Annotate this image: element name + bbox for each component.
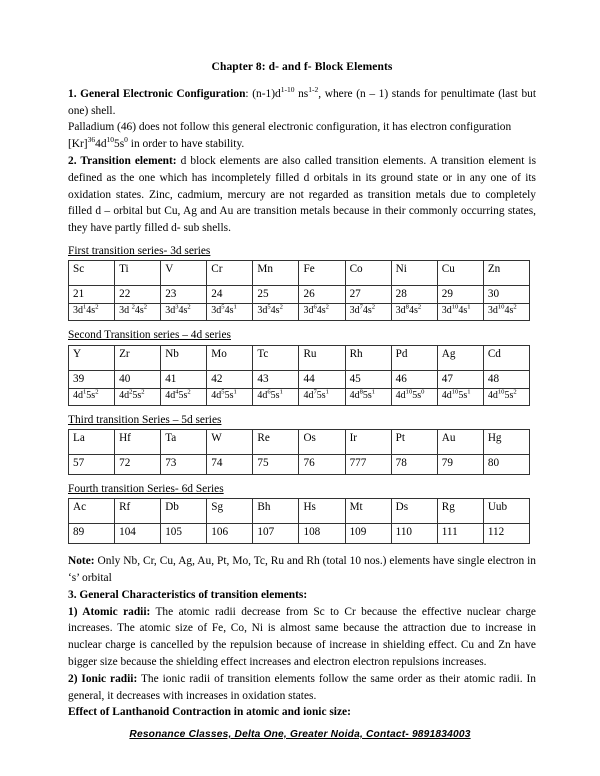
general-config-sup-s: 1-2 bbox=[308, 85, 319, 95]
table-cell-atomic-number: 42 bbox=[207, 370, 253, 388]
transition-element-heading: 2. Transition element: bbox=[68, 155, 177, 167]
table-cell-atomic-number: 39 bbox=[69, 370, 115, 388]
table-cell-atomic-number: 57 bbox=[69, 455, 115, 475]
table-row-symbols bbox=[69, 261, 530, 286]
table-cell-atomic-number: 110 bbox=[391, 524, 437, 544]
table-block-0 bbox=[68, 237, 536, 321]
table-cell-symbol: Db bbox=[161, 499, 207, 524]
palladium-line-1: Palladium (46) does not follow this general electronic configuration, it has electron configuration bbox=[68, 121, 512, 134]
tables-region bbox=[68, 237, 536, 545]
table-cell-configuration: $4d^65s^1$ bbox=[253, 388, 299, 405]
table-first-transition-series bbox=[68, 260, 530, 321]
paragraph-atomic-radii bbox=[68, 604, 536, 671]
transition-element-body: d block elements are also called transition elements. A transition element is defined as the one which has incompletely filled d orbitals in its ground state or in any one of its oxidation states. Zinc, cadmium, mercury are not regarded as transition metals due to completely filled d – orbital but Cu, Ag and Au are transition metals because in their commonly occurring states, they have partly filled d- sub shells. bbox=[68, 155, 537, 235]
table-cell-symbol: Mn bbox=[253, 261, 299, 286]
table-cell-symbol: Rg bbox=[437, 499, 483, 524]
table-cell-configuration: $4d^85s^1$ bbox=[345, 388, 391, 405]
table-cell-configuration: $3d^54s^1$ bbox=[207, 304, 253, 321]
table-cell-symbol: Sc bbox=[69, 261, 115, 286]
table-cell-atomic-number: 73 bbox=[161, 455, 207, 475]
table-caption-second-series: Second Transition series – 4d series bbox=[68, 329, 231, 342]
table-cell-configuration: $3d^84s^2$ bbox=[391, 304, 437, 321]
table-cell-atomic-number: 777 bbox=[345, 455, 391, 475]
paragraph-characteristics-heading bbox=[68, 587, 536, 604]
table-caption-first-series: First transition series- 3d series bbox=[68, 244, 211, 257]
table-cell-atomic-number: 89 bbox=[69, 524, 115, 544]
table-cell-atomic-number: 72 bbox=[115, 455, 161, 475]
table-cell-atomic-number: 26 bbox=[299, 286, 345, 304]
table-cell-symbol: Os bbox=[299, 430, 345, 455]
general-config-mid: ns bbox=[294, 87, 309, 100]
table-cell-symbol: Ag bbox=[437, 345, 483, 370]
table-cell-symbol: Ds bbox=[391, 499, 437, 524]
table-fourth-transition-series bbox=[68, 498, 530, 544]
table-cell-atomic-number: 45 bbox=[345, 370, 391, 388]
table-row-atomic-numbers bbox=[69, 455, 530, 475]
page-title: Chapter 8: d- and f- Block Elements bbox=[211, 61, 393, 73]
table-cell-configuration: $3d^34s^2$ bbox=[161, 304, 207, 321]
table-caption-fourth-series: Fourth transition Series- 6d Series bbox=[68, 483, 224, 495]
table-cell-atomic-number: 106 bbox=[207, 524, 253, 544]
table-cell-atomic-number: 46 bbox=[391, 370, 437, 388]
table-cell-symbol: Cd bbox=[483, 345, 529, 370]
palladium-5s-superscript: 0 bbox=[124, 135, 128, 145]
table-cell-symbol: Rh bbox=[345, 345, 391, 370]
table-third-transition-series bbox=[68, 429, 530, 475]
table-cell-configuration: $4d^{10}5s^1$ bbox=[437, 388, 483, 405]
atomic-radii-body: The atomic radii decrease from Sc to Cr because the effective nuclear charge increases. The atomic size of Fe, Co, Ni is almost same because the attraction due to increase in nuclear charge is cancelled by the repulsion because of increase in shielding effect. Cu and Zn have bigger size because the shielding effect increases and electron electron repulsions increases. bbox=[68, 605, 536, 668]
table-cell-symbol: Mt bbox=[345, 499, 391, 524]
table-cell-atomic-number: 78 bbox=[391, 455, 437, 475]
table-cell-atomic-number: 74 bbox=[207, 455, 253, 475]
table-cell-symbol: Zr bbox=[115, 345, 161, 370]
table-cell-configuration: $3d^74s^2$ bbox=[345, 304, 391, 321]
paragraph-note bbox=[68, 553, 536, 587]
table-cell-symbol: Tc bbox=[253, 345, 299, 370]
table-block-1 bbox=[68, 321, 536, 405]
ionic-radii-body: The ionic radii of transition elements follow the same order as their atomic radii. In general, it decreases with increases in oxidation states. bbox=[68, 672, 537, 702]
table-caption-third-series: Third transition Series – 5d series bbox=[68, 413, 222, 426]
table-row-symbols bbox=[69, 345, 530, 370]
table-cell-atomic-number: 23 bbox=[161, 286, 207, 304]
palladium-tail: in order to have stability. bbox=[127, 138, 245, 151]
palladium-4d-superscript: 10 bbox=[106, 135, 115, 145]
table-row-symbols bbox=[69, 499, 530, 524]
table-cell-atomic-number: 104 bbox=[115, 524, 161, 544]
table-cell-configuration: $4d^{10}5s^0$ bbox=[391, 388, 437, 405]
table-cell-atomic-number: 41 bbox=[161, 370, 207, 388]
paragraph-palladium bbox=[68, 119, 536, 153]
ionic-radii-label: 2) Ionic radii: bbox=[68, 672, 138, 685]
table-cell-atomic-number: 112 bbox=[483, 524, 529, 544]
table-cell-atomic-number: 22 bbox=[115, 286, 161, 304]
table-cell-symbol: Pd bbox=[391, 345, 437, 370]
table-cell-atomic-number: 48 bbox=[483, 370, 529, 388]
table-cell-configuration: $4d^{10}5s^2$ bbox=[483, 388, 529, 405]
table-row-configurations bbox=[69, 304, 530, 321]
table-row-atomic-numbers bbox=[69, 370, 530, 388]
table-cell-symbol: Ti bbox=[115, 261, 161, 286]
table-cell-configuration: $3d^14s^2$ bbox=[69, 304, 115, 321]
table-block-2 bbox=[68, 406, 536, 475]
table-cell-symbol: Co bbox=[345, 261, 391, 286]
table-cell-symbol: Re bbox=[253, 430, 299, 455]
table-cell-symbol: Sg bbox=[207, 499, 253, 524]
table-cell-symbol: Ni bbox=[391, 261, 437, 286]
table-cell-atomic-number: 25 bbox=[253, 286, 299, 304]
palladium-kr-superscript: 36 bbox=[87, 135, 96, 145]
table-cell-atomic-number: 76 bbox=[299, 455, 345, 475]
table-cell-atomic-number: 79 bbox=[437, 455, 483, 475]
table-cell-symbol: Ac bbox=[69, 499, 115, 524]
table-cell-symbol: Hg bbox=[483, 430, 529, 455]
table-cell-symbol: Au bbox=[437, 430, 483, 455]
table-cell-symbol: Cr bbox=[207, 261, 253, 286]
palladium-4d: 4d bbox=[95, 138, 107, 151]
table-cell-configuration: $4d^45s^2$ bbox=[161, 388, 207, 405]
palladium-kr: [Kr] bbox=[68, 138, 88, 151]
table-cell-symbol: Hs bbox=[299, 499, 345, 524]
table-cell-atomic-number: 109 bbox=[345, 524, 391, 544]
paragraph-transition-element bbox=[68, 153, 536, 237]
atomic-radii-label: 1) Atomic radii: bbox=[68, 605, 151, 618]
table-cell-symbol: W bbox=[207, 430, 253, 455]
note-body: Only Nb, Cr, Cu, Ag, Au, Pt, Mo, Tc, Ru and Rh (total 10 nos.) elements have single electron in ‘s’ orbital bbox=[68, 555, 536, 585]
table-cell-atomic-number: 21 bbox=[69, 286, 115, 304]
table-block-3 bbox=[68, 475, 536, 544]
table-cell-atomic-number: 108 bbox=[299, 524, 345, 544]
table-cell-symbol: Nb bbox=[161, 345, 207, 370]
table-cell-configuration: $4d^15s^2$ bbox=[69, 388, 115, 405]
table-cell-symbol: Hf bbox=[115, 430, 161, 455]
table-cell-configuration: $4d^55s^1$ bbox=[207, 388, 253, 405]
table-cell-symbol: Ir bbox=[345, 430, 391, 455]
paragraph-ionic-radii bbox=[68, 671, 536, 705]
table-cell-symbol: La bbox=[69, 430, 115, 455]
characteristics-heading: 3. General Characteristics of transition elements: bbox=[68, 588, 308, 601]
table-cell-symbol: Y bbox=[69, 345, 115, 370]
table-cell-configuration: $4d^75s^1$ bbox=[299, 388, 345, 405]
table-cell-atomic-number: 47 bbox=[437, 370, 483, 388]
table-second-transition-series bbox=[68, 345, 530, 406]
table-cell-atomic-number: 28 bbox=[391, 286, 437, 304]
table-cell-symbol: Cu bbox=[437, 261, 483, 286]
table-cell-atomic-number: 29 bbox=[437, 286, 483, 304]
table-cell-configuration: $3d^{10}4s^2$ bbox=[483, 304, 529, 321]
note-label: Note: bbox=[68, 555, 95, 568]
table-cell-symbol: Mo bbox=[207, 345, 253, 370]
table-row-atomic-numbers bbox=[69, 524, 530, 544]
table-cell-atomic-number: 27 bbox=[345, 286, 391, 304]
table-cell-atomic-number: 107 bbox=[253, 524, 299, 544]
table-cell-symbol: V bbox=[161, 261, 207, 286]
general-config-body-post: , where (n – 1) stands for penultimate (last but one) shell. bbox=[68, 87, 536, 117]
table-cell-configuration: $3d^{10}4s^1$ bbox=[437, 304, 483, 321]
table-cell-configuration: 3d $^24s^2$ bbox=[115, 304, 161, 321]
lanthanoid-heading: Effect of Lanthanoid Contraction in atomic and ionic size: bbox=[68, 706, 351, 719]
table-cell-symbol: Zn bbox=[483, 261, 529, 286]
table-cell-configuration: $3d^64s^2$ bbox=[299, 304, 345, 321]
table-cell-symbol: Uub bbox=[483, 499, 529, 524]
table-cell-atomic-number: 30 bbox=[483, 286, 529, 304]
table-cell-atomic-number: 44 bbox=[299, 370, 345, 388]
page-footer: Resonance Classes, Delta One, Greater Noida, Contact- 9891834003 bbox=[129, 729, 471, 740]
table-cell-symbol: Ru bbox=[299, 345, 345, 370]
paragraph-lanthanoid-heading bbox=[68, 704, 536, 721]
table-cell-symbol: Pt bbox=[391, 430, 437, 455]
paragraph-general-configuration bbox=[68, 86, 536, 120]
palladium-5s: 5s bbox=[114, 138, 125, 151]
general-config-sup-d: 1-10 bbox=[280, 85, 295, 95]
table-cell-configuration: $3d^54s^2$ bbox=[253, 304, 299, 321]
table-cell-atomic-number: 111 bbox=[437, 524, 483, 544]
table-cell-atomic-number: 43 bbox=[253, 370, 299, 388]
table-cell-atomic-number: 24 bbox=[207, 286, 253, 304]
table-cell-symbol: Ta bbox=[161, 430, 207, 455]
table-cell-symbol: Rf bbox=[115, 499, 161, 524]
table-cell-atomic-number: 75 bbox=[253, 455, 299, 475]
table-cell-configuration: $4d^25s^2$ bbox=[115, 388, 161, 405]
table-cell-atomic-number: 40 bbox=[115, 370, 161, 388]
table-cell-atomic-number: 105 bbox=[161, 524, 207, 544]
table-row-configurations bbox=[69, 388, 530, 405]
table-cell-symbol: Bh bbox=[253, 499, 299, 524]
table-cell-atomic-number: 80 bbox=[483, 455, 529, 475]
table-cell-symbol: Fe bbox=[299, 261, 345, 286]
table-row-atomic-numbers bbox=[69, 286, 530, 304]
general-config-body-pre: : (n-1)d bbox=[245, 87, 281, 100]
table-row-symbols bbox=[69, 430, 530, 455]
notes-region bbox=[68, 553, 536, 721]
general-config-heading: 1. General Electronic Configuration bbox=[68, 87, 246, 100]
